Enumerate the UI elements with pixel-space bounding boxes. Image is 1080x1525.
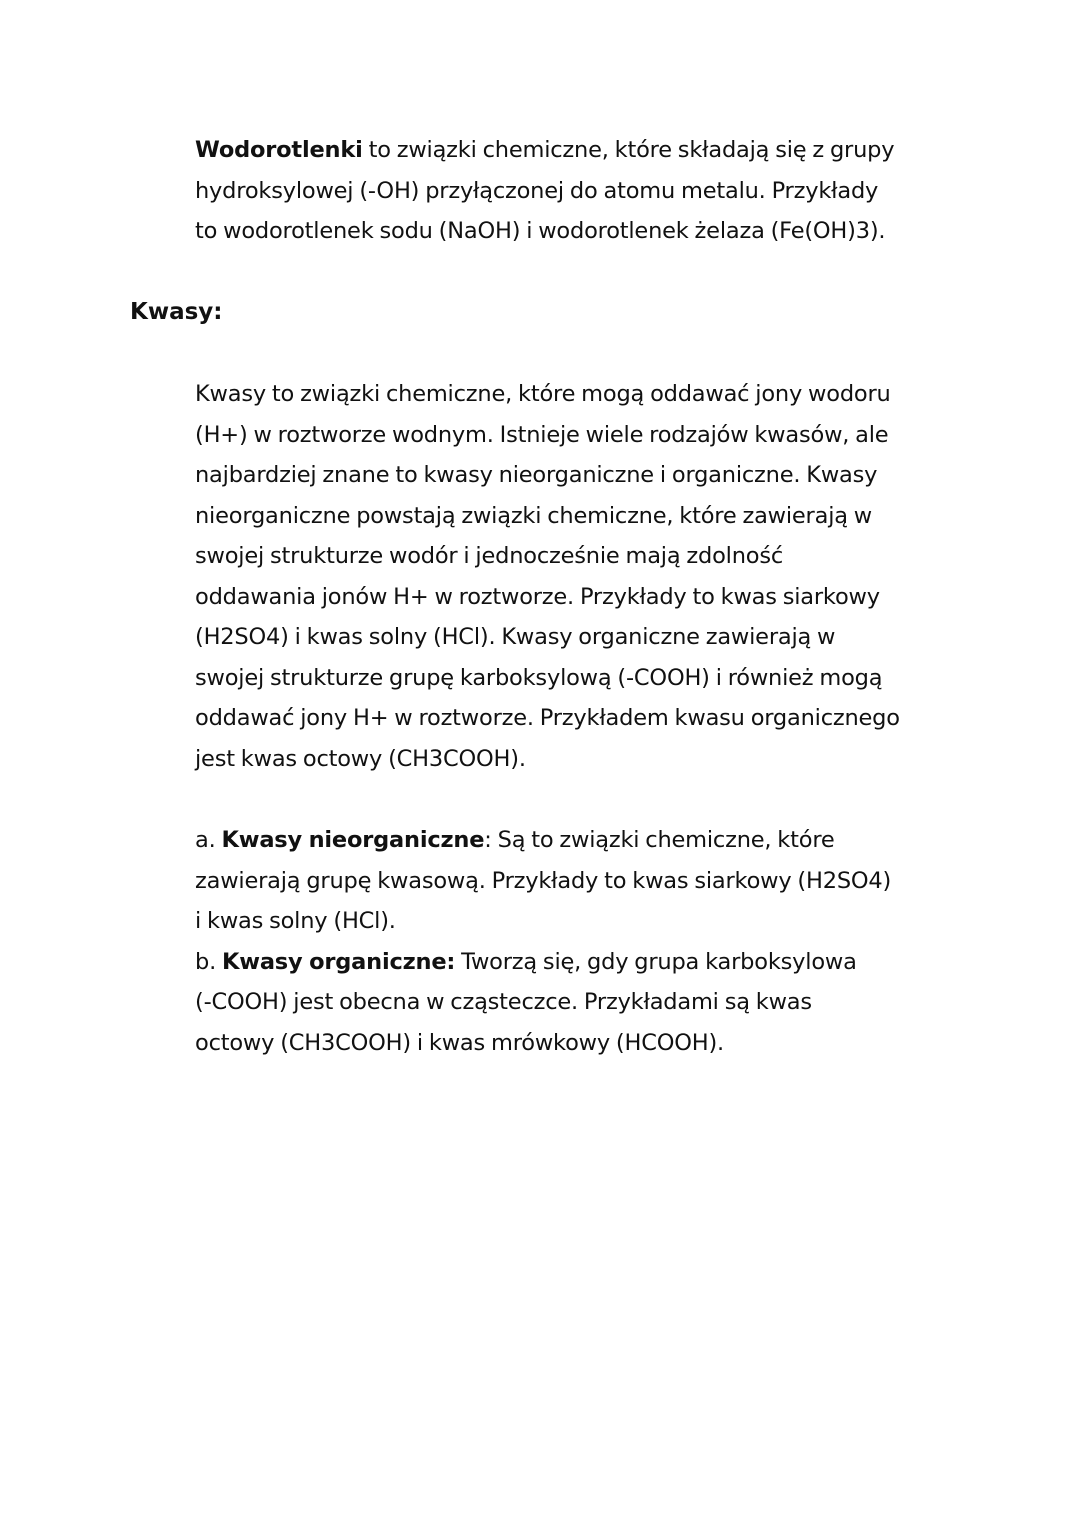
- text-line: to wodorotlenek sodu (NaOH) i wodorotlenek żelaza (Fe(OH)3).: [195, 218, 886, 244]
- text-line: (H+) w roztworze wodnym. Istnieje wiele rodzajów kwasów, ale: [195, 421, 889, 448]
- text-line: b. Kwasy organiczne: Tworzą się, gdy grupa karboksylowa: [195, 948, 857, 975]
- text-line: a. Kwasy nieorganiczne: Są to związki chemiczne, które: [195, 827, 835, 853]
- list-marker: b.: [195, 948, 217, 975]
- text-line: najbardziej znane to kwasy nieorganiczne i organiczne. Kwasy: [195, 462, 878, 488]
- term-hydroxides: Wodorotlenki: [195, 137, 363, 163]
- paragraph-hydroxides: [195, 130, 965, 252]
- text-line: oddawać jony H+ w roztworze. Przykładem kwasu organicznego: [195, 705, 900, 731]
- term-organic-acids: Kwasy organiczne:: [222, 948, 456, 975]
- acid-types-list: [195, 820, 965, 1063]
- text-line: oddawania jonów H+ w roztworze. Przykłady to kwas siarkowy: [195, 583, 880, 610]
- text-line: zawierają grupę kwasową. Przykłady to kwas siarkowy (H2SO4): [195, 867, 892, 894]
- text-line: jest kwas octowy (CH3COOH).: [195, 745, 526, 772]
- text-line: (-COOH) jest obecna w cząsteczce. Przykładami są kwas: [195, 989, 812, 1015]
- section-heading-acids: Kwasy:: [130, 299, 223, 325]
- list-marker: a.: [195, 827, 216, 853]
- text-line: swojej strukturze grupę karboksylową (-COOH) i również mogą: [195, 664, 883, 691]
- text-line: swojej strukturze wodór i jednocześnie mają zdolność: [195, 543, 784, 569]
- text-line: octowy (CH3COOH) i kwas mrówkowy (HCOOH).: [195, 1029, 724, 1056]
- text-line: nieorganiczne powstają związki chemiczne, które zawierają w: [195, 502, 872, 529]
- text-line: hydroksylowej (-OH) przyłączonej do atomu metalu. Przykłady: [195, 177, 879, 204]
- list-item-organic-acids: [195, 942, 965, 1064]
- list-item-inorganic-acids: [195, 820, 965, 942]
- text-line: (H2SO4) i kwas solny (HCl). Kwasy organiczne zawierają w: [195, 624, 836, 650]
- text-line: Wodorotlenki to związki chemiczne, które składają się z grupy: [195, 137, 895, 163]
- term-inorganic-acids: Kwasy nieorganiczne: [221, 827, 485, 853]
- paragraph-acids: [195, 374, 965, 779]
- text-line: Kwasy to związki chemiczne, które mogą oddawać jony wodoru: [195, 381, 891, 407]
- text-line: i kwas solny (HCl).: [195, 908, 396, 934]
